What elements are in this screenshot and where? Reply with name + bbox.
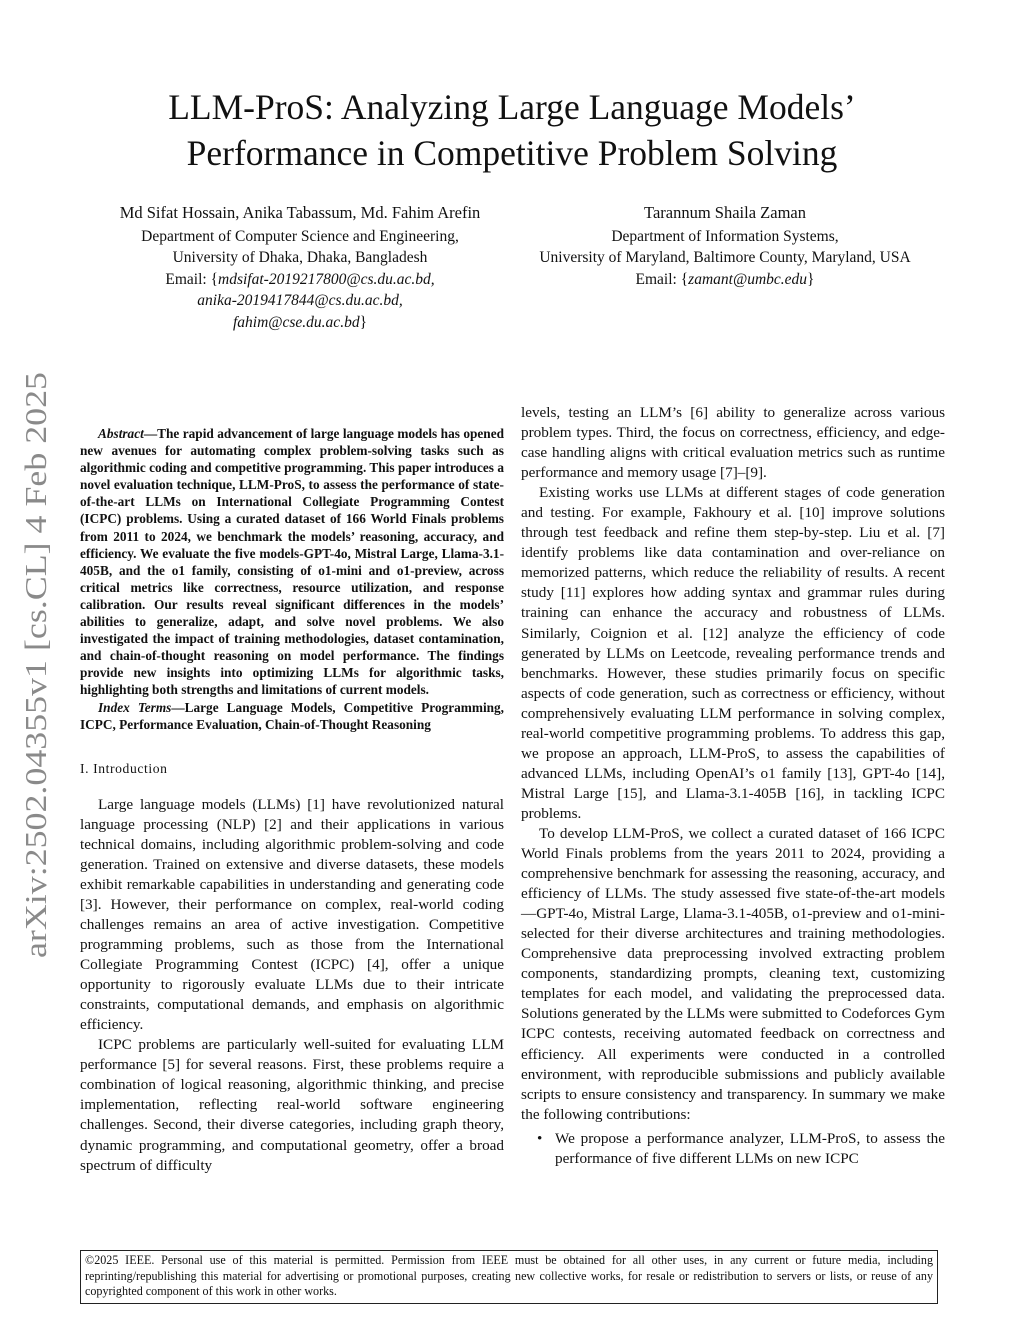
index-terms-label: Index Terms — [98, 699, 172, 715]
body-paragraph: levels, testing an LLM’s [6] ability to generalize across various problem types. Third, the focus on correctness, efficiency, and edge-case handling aligns with critical evaluation metrics such as runtime performance and memory usage [7]–[9]. — [521, 404, 945, 482]
paper-title — [60, 84, 964, 176]
right-column — [521, 403, 945, 1169]
author-university: University of Dhaka, Dhaka, Bangladesh — [172, 249, 428, 266]
body-paragraph: ICPC problems are particularly well-suited for evaluating LLM performance [5] for several reasons. First, these problems require a combination of logical reasoning, algorithmic thinking, and precise implementation, reflecting real-world software engineering challenges. Second, their diverse categories, including graph theory, dynamic programming, and computational geometry, offer a broad spectrum of difficulty — [80, 1036, 504, 1174]
email-address: fahim@cse.du.ac.bd — [232, 313, 360, 331]
author-department: Department of Information Systems, — [611, 227, 839, 245]
author-names: Md Sifat Hossain, Anika Tabassum, Md. Fahim Arefin — [119, 203, 481, 222]
email-label: Email: { — [165, 270, 219, 288]
email-address: anika-2019417844@cs.du.ac.bd, — [197, 292, 403, 309]
email-label: Email: { — [635, 270, 689, 288]
list-item — [521, 1129, 945, 1169]
author-department: Department of Computer Science and Engineering, — [141, 227, 459, 245]
body-paragraph: Existing works use LLMs at different stages of code generation and testing. For example, Fakhoury et al. [10] improve solutions through test feedback and refine them step-by-step. Liu et al. [7] identify problems like data contamination and over-reliance on memorized patterns, which reduce the reliability of results. A recent study [11] explores how adding syntax and grammar rules during training can enhance the accuracy and robustness of LLMs. Similarly, Coignion et al. [12] analyze the efficiency of code generated by LLMs on Leetcode, revealing performance trends and benchmarks. However, these studies primarily focus on specific aspects of code generation, such as correctness or efficiency, without comprehensively evaluating LLM performance in solving complex, real-world competitive programming problems. To address this gap, we propose an approach, LLM-ProS, to assess the capabilities of advanced LLMs, including OpenAI’s o1 family [13], GPT-4o [14], Mistral Large [15], and Llama-3.1-405B [16], in tackling ICPC problems. — [521, 484, 945, 822]
body-paragraph: To develop LLM-ProS, we collect a curated dataset of 166 ICPC World Finals problems from the years 2011 to 2024, providing a comprehensive benchmark for assessing the reasoning, accuracy, and efficiency of LLMs. The study assessed five state-of-the-art models—GPT-4o, Mistral Large, Llama-3.1-405B, o1-preview and o1-mini-selected for their diverse architectures and training methodologies. Comprehensive data preprocessing involved extracting problem components, standardizing prompts, cleaning text, customizing templates for each model, and validating the preprocessed data. Solutions generated by the LLMs were submitted to Codeforces Gym ICPC contests, receiving automated feedback on correctness and efficiency. All experiments were conducted in a controlled environment, with reproducible submissions and publicly available scripts to ensure consistency and transparency. In summary we make the following contributions: — [521, 824, 945, 1123]
abstract — [80, 425, 504, 733]
abstract-paragraph — [80, 425, 504, 699]
email-brace: } — [807, 270, 815, 288]
email-brace: } — [359, 313, 368, 331]
paper-title-line-1: LLM-ProS: Analyzing Large Language Models’ — [168, 87, 856, 127]
arxiv-stamp — [12, 370, 56, 960]
body-paragraph: Large language models (LLMs) [1] have revolutionized natural language processing (NLP) [2] and their applications in various technical domains, including algorithmic problem-solving and code generation. Trained on extensive and diverse datasets, these models exhibit remarkable capabilities in understanding and generating code [3]. However, their performance on complex, real-world coding challenges remains an area of active investigation. Competitive programming problems, such as those from the International Collegiate Programming Contest (ICPC) [4], offer a unique opportunity to rigorously evaluate LLMs due to their intricate constraints, computational demands, and emphasis on algorithmic efficiency. — [80, 795, 504, 1034]
list-item-text: We propose a performance analyzer, LLM-ProS, to assess the performance of five different LLMs on new ICPC — [555, 1129, 945, 1167]
author-block-right — [500, 202, 950, 290]
section-heading: I. Introduction — [80, 760, 168, 776]
abstract-label: Abstract — [98, 426, 144, 441]
email-address: mdsifat-2019217800@cs.du.ac.bd, — [218, 270, 435, 288]
author-email-line — [500, 269, 950, 291]
author-email-line — [60, 269, 540, 291]
author-university: University of Maryland, Baltimore County, Maryland, USA — [539, 249, 911, 266]
index-terms-text: —Large Language Models, Competitive Programming, ICPC, Performance Evaluation, Chain-of-Thought Reasoning — [80, 699, 505, 732]
author-email-line — [60, 290, 540, 312]
author-block-left — [60, 202, 540, 333]
abstract-text: —The rapid advancement of large language models has opened new avenues for automating complex problem-solving tasks such as algorithmic coding and competitive programming. This paper introduces a novel evaluation technique, LLM-ProS, to assess the performance of state-of-the-art LLMs on International Collegiate Programming Contest (ICPC) problems. Using a curated dataset of 166 World Finals problems from 2011 to 2024, we benchmark the models’ reasoning, accuracy, and efficiency. We evaluate the five models-GPT-4o, Mistral Large, Llama-3.1-405B, and the o1 family, consisting of o1-mini and o1-preview, across critical metrics like correctness, resource utilization, and response calibration. Our results reveal significant differences in the models’ abilities to generalize, adapt, and solve novel problems. We also investigated the impact of training methodologies, dataset contamination, and chain-of-thought reasoning on model performance. The findings provide new insights into optimizing LLMs for algorithmic tasks, highlighting both strengths and limitations of current models. — [80, 426, 504, 698]
bullet-icon: • — [537, 1129, 543, 1147]
author-names: Tarannum Shaila Zaman — [644, 203, 806, 222]
contribution-list — [521, 1129, 945, 1169]
email-address: zamant@umbc.edu — [688, 270, 808, 288]
copyright-notice: ©2025 IEEE. Personal use of this material is permitted. Permission from IEEE must be obtained for all other uses, in any current or future media, including reprinting/republishing this material for advertising or promotional purposes, creating new collective works, for resale or redistribution to servers or lists, or reuse of any copyrighted component of this work in other works. — [80, 1250, 938, 1304]
author-email-line — [60, 312, 540, 334]
arxiv-stamp-text: arXiv:2502.04355v1 [cs.CL] 4 Feb 2025 — [18, 451, 53, 958]
left-column — [80, 425, 504, 1176]
paper-title-line-2: Performance in Competitive Problem Solving — [186, 133, 838, 173]
index-terms — [80, 699, 504, 733]
